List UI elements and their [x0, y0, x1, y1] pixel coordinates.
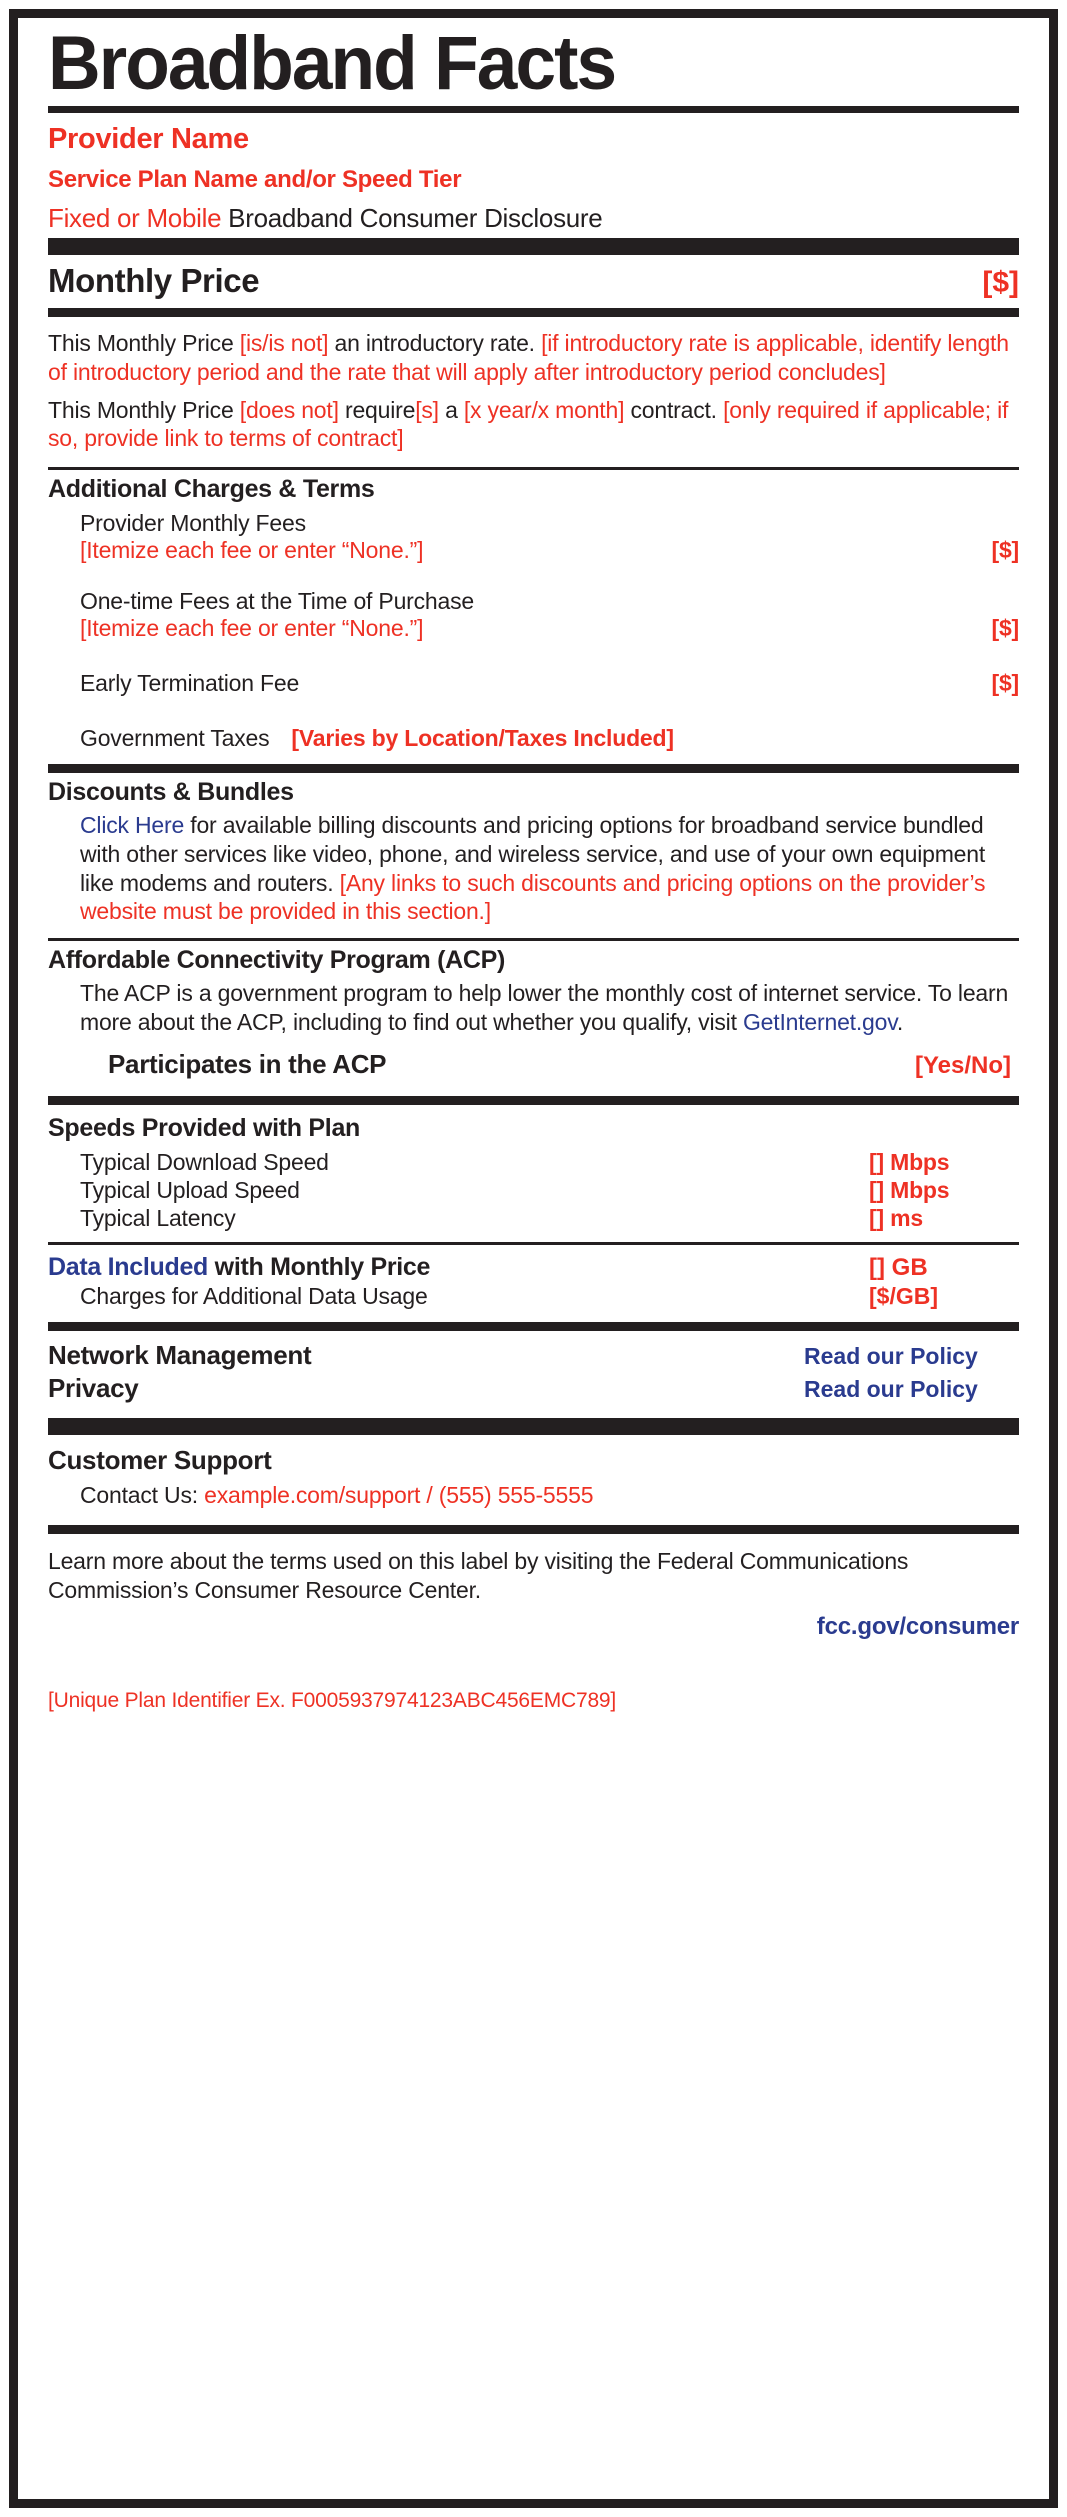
acp-getinternet-link[interactable]: GetInternet.gov [742, 1008, 897, 1035]
data-included-value: [] GB [869, 1253, 928, 1281]
one-time-fees-value: [$] [991, 615, 1019, 642]
intro-text-a: This Monthly Price [48, 330, 240, 357]
network-management-row [48, 1340, 1019, 1371]
contract-text-e: a [438, 396, 464, 423]
discounts-bundles-paragraph [48, 811, 1019, 926]
discounts-click-here-link[interactable]: Click Here [80, 812, 185, 839]
additional-data-usage-label: Charges for Additional Data Usage [80, 1282, 428, 1309]
title-divider [48, 106, 1019, 113]
provider-monthly-fees-row [80, 537, 1019, 564]
acp-participates-value: [Yes/No] [914, 1051, 1011, 1079]
contact-us-label: Contact Us: [80, 1481, 205, 1508]
policies-separator-bar [48, 1322, 1019, 1331]
one-time-fees-note: [Itemize each fee or enter “None.”] [80, 615, 424, 642]
typical-upload-speed-label: Typical Upload Speed [80, 1176, 300, 1203]
discounts-body-text: for available billing discounts and pricing options for broadband service bundled with other services like video, phone, and wireless service, and use of your own equipment like modems and routers. [80, 812, 986, 896]
intro-text-c: an introductory rate. [328, 330, 542, 357]
data-included-label-blue: Data Included [48, 1252, 209, 1281]
additional-charges-heading: Additional Charges & Terms [48, 475, 375, 504]
discounts-bundles-heading: Discounts & Bundles [48, 778, 294, 807]
typical-download-speed-value: [] Mbps [869, 1148, 950, 1175]
speeds-separator-bar [48, 1096, 1019, 1105]
government-taxes-label: Government Taxes [80, 725, 270, 752]
typical-latency-value: [] ms [869, 1204, 923, 1231]
provider-monthly-fees-value: [$] [991, 537, 1019, 564]
page-title: Broadband Facts [48, 21, 616, 106]
service-plan-name: Service Plan Name and/or Speed Tier [48, 166, 462, 194]
provider-monthly-fees-block [48, 510, 1019, 564]
typical-upload-speed-row [48, 1177, 1019, 1204]
additional-charges-divider [48, 467, 1019, 470]
typical-download-speed-row [48, 1149, 1019, 1176]
acp-participates-label: Participates in the ACP [108, 1048, 387, 1079]
acp-body-period: . [896, 1008, 904, 1035]
typical-download-speed-label: Typical Download Speed [80, 1148, 329, 1175]
network-management-label: Network Management [48, 1339, 312, 1370]
typical-upload-speed-value: [] Mbps [869, 1176, 950, 1203]
intro-placeholder-details: [if introductory rate is applicable, identify length of introductory period and the rate that will apply after introductory period concludes] [48, 330, 1009, 385]
contract-text-a: This Monthly Price [48, 396, 240, 423]
fcc-consumer-link[interactable]: fcc.gov/consumer [816, 1612, 1019, 1640]
customer-support-heading: Customer Support [48, 1444, 272, 1475]
contract-text-g: contract. [624, 396, 724, 423]
early-termination-fee-label: Early Termination Fee [80, 670, 300, 697]
acp-divider [48, 938, 1019, 941]
footer-learn-more-text: Learn more about the terms used on this label by visiting the Federal Communications Commission’s Consumer Resource Center. [48, 1547, 909, 1603]
monthly-price-label: Monthly Price [48, 262, 260, 300]
disclosure-text: Broadband Consumer Disclosure [221, 203, 603, 234]
data-included-row [48, 1253, 1019, 1282]
contact-us-value[interactable]: example.com/support / (555) 555-5555 [204, 1481, 594, 1508]
privacy-row [48, 1373, 1019, 1404]
discounts-placeholder-note: [Any links to such discounts and pricing options on the provider’s website must be provided in this section.] [80, 869, 986, 925]
government-taxes-value: [Varies by Location/Taxes Included] [291, 725, 674, 752]
early-termination-fee-value: [$] [991, 670, 1019, 697]
monthly-price-separator-bar [48, 308, 1019, 317]
contract-placeholder-term: [x year/x month] [463, 396, 625, 423]
introductory-rate-paragraph [48, 329, 1019, 387]
typical-latency-label: Typical Latency [80, 1204, 236, 1231]
customer-support-separator-bar [48, 1418, 1019, 1435]
speeds-heading: Speeds Provided with Plan [48, 1113, 361, 1142]
acp-participates-row [48, 1049, 1019, 1080]
additional-data-usage-value: [$/GB] [869, 1282, 938, 1309]
acp-body-text: The ACP is a government program to help lower the monthly cost of internet service. To learn more about the ACP, including to find out whether you qualify, visit [80, 980, 1009, 1035]
additional-data-usage-row [48, 1283, 1019, 1310]
privacy-policy-link[interactable]: Read our Policy [804, 1375, 978, 1402]
contract-paragraph [48, 396, 1019, 454]
contract-text-c: require [338, 396, 416, 423]
government-taxes-row [48, 725, 1019, 752]
network-management-policy-link[interactable]: Read our Policy [804, 1342, 978, 1369]
provider-monthly-fees-note: [Itemize each fee or enter “None.”] [80, 537, 424, 564]
disclosure-line [48, 203, 1019, 234]
header-separator-bar [48, 238, 1019, 255]
provider-name: Provider Name [48, 123, 249, 156]
data-included-label [48, 1253, 430, 1282]
one-time-fees-label: One-time Fees at the Time of Purchase [80, 588, 474, 615]
discounts-separator-bar [48, 764, 1019, 773]
bottom-spacer [48, 1713, 1019, 2499]
disclosure-type: Fixed or Mobile [48, 203, 222, 234]
contract-placeholder-does-not: [does not] [239, 396, 339, 423]
contract-placeholder-note: [only required if applicable; if so, provide link to terms of contract] [48, 396, 1009, 452]
footer-separator-bar [48, 1525, 1019, 1534]
monthly-price-value: [$] [982, 266, 1019, 300]
privacy-label: Privacy [48, 1372, 139, 1403]
contract-placeholder-s: [s] [415, 396, 439, 423]
one-time-fees-row [80, 615, 1019, 642]
monthly-price-row [48, 259, 1019, 305]
typical-latency-row [48, 1205, 1019, 1232]
label-frame [9, 9, 1058, 2508]
early-termination-fee-row [48, 670, 1019, 697]
unique-plan-identifier: [Unique Plan Identifier Ex. F0005937974123ABC456EMC789] [48, 1688, 617, 1712]
data-included-divider [48, 1242, 1019, 1245]
data-included-label-black: with Monthly Price [208, 1252, 431, 1281]
customer-support-contact [48, 1482, 1019, 1509]
one-time-fees-block [48, 588, 1019, 642]
acp-heading: Affordable Connectivity Program (ACP) [48, 946, 506, 975]
provider-monthly-fees-label: Provider Monthly Fees [80, 510, 306, 537]
intro-placeholder-is-is-not: [is/is not] [239, 330, 329, 357]
acp-paragraph [48, 979, 1019, 1037]
